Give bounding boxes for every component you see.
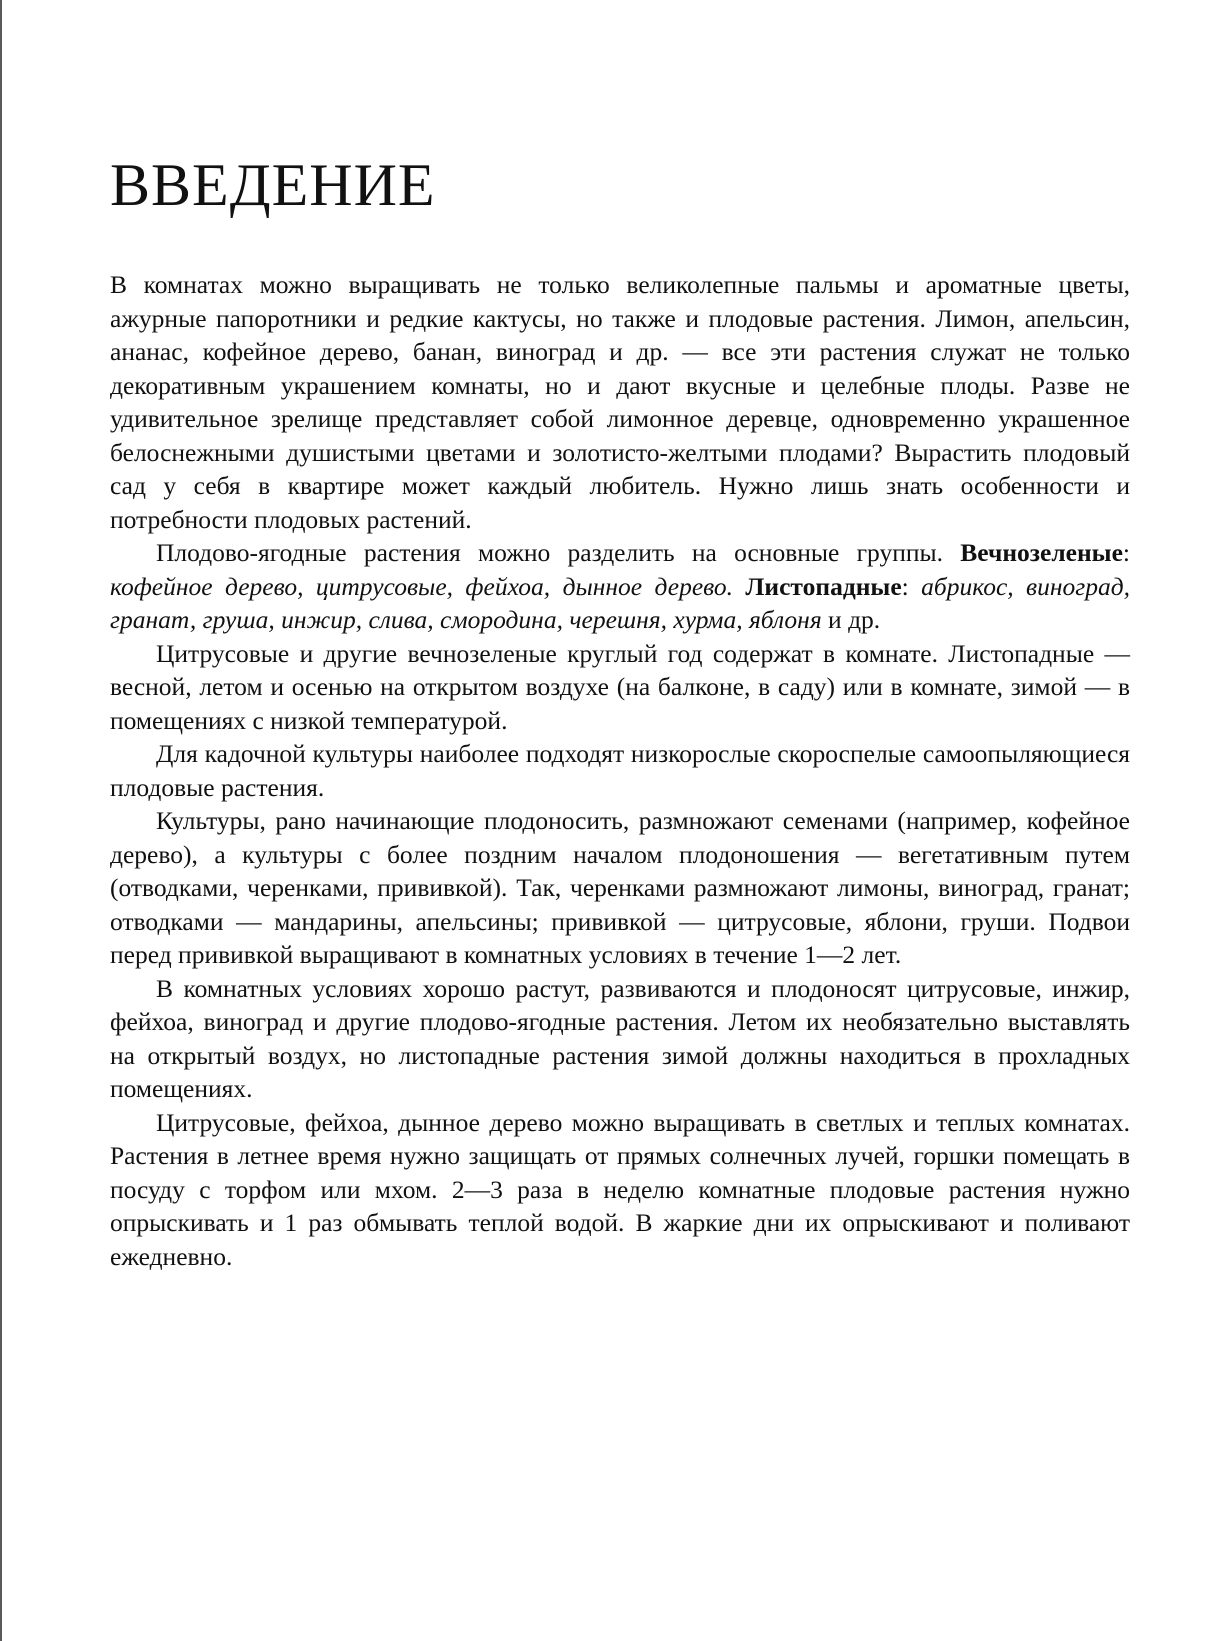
paragraph-care: Цитрусовые, фейхоа, дынное дерево можно выращивать в светлых и теплых комнатах. Растения в летнее время нужно защищать от прямых солнечных лучей, горшки помещать в посуду с торфом или мхом. 2—3 раза в неделю комнатные плодовые растения нужно опрыскивать и 1 раз обмывать теплой водой. В жаркие дни их опрыскивают и поливают ежедневно. [110, 1107, 1130, 1271]
paragraph-intro: В комнатах можно выращивать не только великолепные пальмы и ароматные цветы, ажурные папоротники и редкие кактусы, но также и плодовые растения. Лимон, апельсин, ананас, кофейное дерево, банан, виноград и др. — все эти растения служат не только декоративным украшением комнаты, но и дают вкусные и целебные плоды. Разве не удивительное зрелище представляет собой лимонное деревце, одновременно украшенное белоснежными душистыми цветами и золотисто-желтыми плодами? Вырастить плодовый сад у себя в квартире может каждый любитель. Нужно лишь знать особенности и потребности плодовых растений. [110, 270, 1130, 534]
paragraph-propagation: Культуры, рано начинающие плодоносить, размножают семенами (например, кофейное дерево), а культуры с более поздним началом плодоношения — вегетативным путем (отводками, черенками, прививкой). Так, черенками размножают лимоны, виноград, гранат; отводками — мандарины, апельсины; прививкой — цитрусовые, яблони, груши. Подвои перед прививкой выращивают в комнатных условиях в течение 1—2 лет. [110, 806, 1130, 969]
page-edge-line [0, 0, 2, 1641]
paragraph-tub-culture: Для кадочной культуры наиболее подходят низкорослые скороспелые самоопыляющиеся плодовые растения. [110, 739, 1130, 802]
document-body [110, 150, 1130, 1273]
paragraph-seasonal-keeping: Цитрусовые и другие вечнозеленые круглый год содержат в комнате. Листопадные — весной, летом и осенью на открытом воздухе (на балконе, в саду) или в комнате, зимой — в помещениях с низкой температурой. [110, 638, 1130, 735]
deciduous-label: Листопадные [745, 571, 902, 601]
paragraph-plant-groups: Плодово-ягодные растения можно разделить на основные группы. Вечнозеленые: кофейное дерево, цитрусовые, фейхоа, дынное дерево. Листопадные: абрикос, виноград, гранат, груша, инжир, слива, смородина, черешня, хурма, яблоня и др. [110, 538, 1130, 634]
deciduous-list: абрикос, виноград, гранат, груша, инжир, слива, смородина, черешня, хурма, яблоня [110, 571, 1130, 634]
evergreen-label: Вечнозеленые [960, 538, 1123, 567]
evergreen-list: кофейное дерево, цитрусовые, фейхоа, дынное дерево. [110, 571, 733, 601]
plant-groups-lead: Плодово-ягодные растения можно разделить на основные группы. [156, 538, 961, 567]
page-title: ВВЕДЕНИЕ [110, 152, 436, 218]
paragraph-indoor-conditions: В комнатных условиях хорошо растут, развиваются и плодоносят цитрусовые, инжир, фейхоа, виноград и другие плодово-ягодные растения. Летом их необязательно выставлять на открытый воздух, но листопадные растения зимой должны находиться в прохладных помещениях. [110, 973, 1130, 1103]
plant-groups-tail: и др. [821, 605, 881, 634]
